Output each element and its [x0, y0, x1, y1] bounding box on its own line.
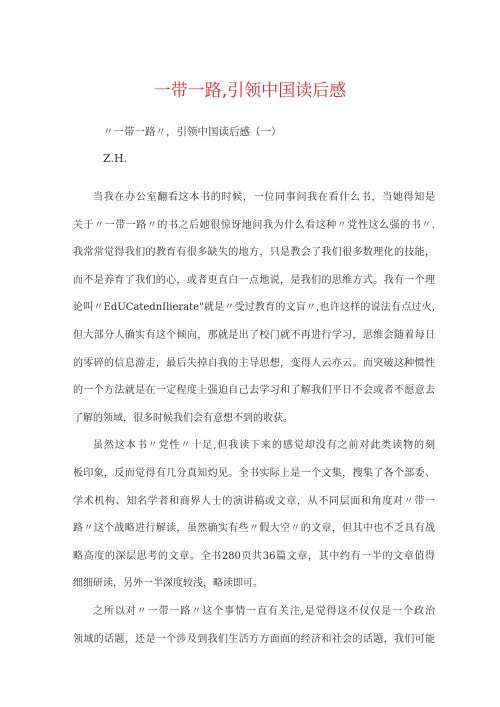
- text-line: 略高度的深层思考的文章。全书280页共36篇文章，其中约有一半的文章值得: [73, 550, 435, 562]
- text-line: 板印象，反而觉得有几分真知灼见。全书实际上是一个文集，搜集了各个部委、: [73, 467, 435, 479]
- text-line: 学术机构、知名学者和商界人士的演讲稿或文章，从不同层面和角度对〃带一: [73, 495, 435, 507]
- text-line: 细细研读，另外一半深度较浅，略读即可。: [73, 578, 263, 590]
- text-line: 之所以对〃一带一路〃这个事情一直有关注,是觉得这不仅仅是一个政治: [93, 605, 435, 617]
- text-line: 当我在办公室翻看这本书的时候，一位同事问我在看什么书，当她得知是: [93, 192, 435, 203]
- text-line: 论叫〃EdUCatednIlierate"就是〃受过教育的文盲〃,也许这样的说法有点过火,: [73, 302, 435, 314]
- document-title: 一带一路,引领中国读后感: [153, 81, 347, 101]
- document-subtitle: 〃一带一路〃，引领中国读后感（一）: [103, 126, 282, 138]
- text-line: 的零碎的信息游走，最后失掉自我的主导思想，变得人云亦云。而突破这种惯性: [73, 357, 435, 369]
- author-name: Z.H.: [103, 152, 128, 165]
- text-line: 我常常觉得我们的教育有很多缺失的地方，只是教会了我们很多数理化的技能，: [73, 247, 435, 259]
- text-line: 但大部分人确实有这个倾向，那就是出了校门就不再进行学习，思维会随着每日: [73, 329, 435, 341]
- text-line: 领域的话题，还是一个涉及到我们生活方方面面的经济和社会的话题，我们可能: [73, 633, 435, 645]
- text-line: 而不是养育了我们的心，或者更直白一点地说，是我们的思维方式。我有一个理: [73, 274, 435, 286]
- text-line: 了解的领域，很多时候我们会有意想不到的收获。: [73, 412, 293, 424]
- document-body: [73, 184, 435, 653]
- text-line: 虽然这本书〃党性〃十足,但我读下来的感觉却没有之前对此类读物的刻: [93, 440, 435, 452]
- text-line: 关于〃一带一路〃的书之后她很惊讶地问我为什么看这种〃党性这么强的书〃.: [73, 219, 435, 231]
- text-line: 的一个方法就是在一定程度上强迫自己去学习和了解我们平日不会或者不愿意去: [73, 385, 435, 397]
- text-line: 路〃这个战略进行解读，虽然确实有些〃假大空〃的文章，但其中也不乏具有战: [73, 523, 435, 535]
